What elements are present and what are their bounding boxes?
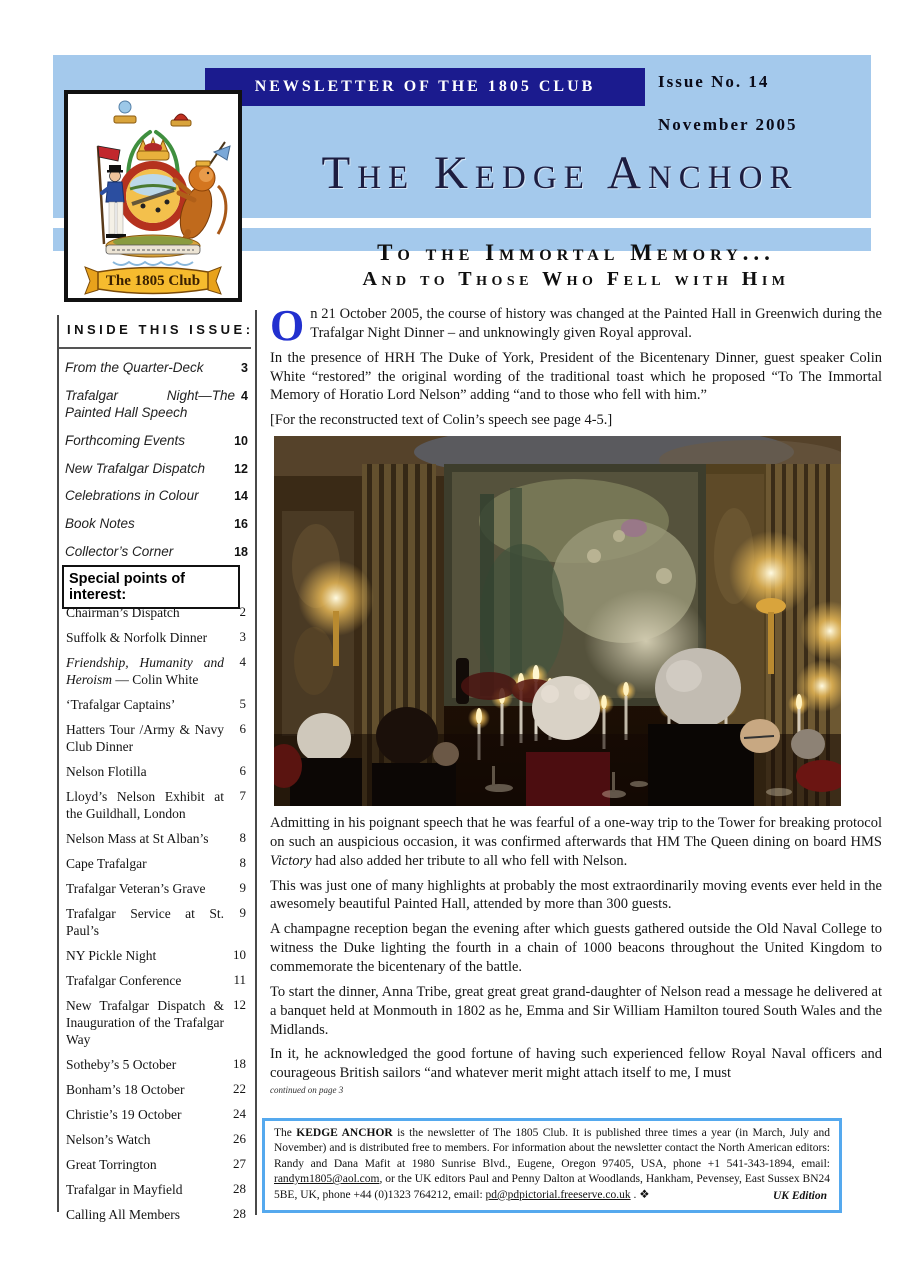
painted-hall-photo: [274, 436, 841, 806]
special-point-label: Trafalgar Service at St. Paul’s: [66, 906, 224, 938]
special-point-label: Christie’s 19 October: [66, 1107, 182, 1122]
special-point-page: 28: [233, 1206, 246, 1221]
special-point: [66, 972, 246, 989]
email-link-us[interactable]: randym1805@aol.com: [274, 1173, 380, 1186]
special-point-label: Bonham’s 18 October: [66, 1082, 185, 1097]
footer-info-box: [262, 1118, 842, 1213]
special-point-label: Sotheby’s 5 October: [66, 1057, 177, 1072]
special-point: [66, 830, 246, 847]
special-point-label: Great Torrington: [66, 1157, 157, 1172]
article-paragraph-4: [270, 814, 882, 871]
diner-white-hair-left: [297, 713, 351, 763]
article-note: [For the reconstructed text of Colin’s speech see page 4-5.]: [270, 412, 613, 429]
special-point-label: Suffolk & Norfolk Dinner: [66, 630, 208, 645]
crest-left-orb: [119, 101, 131, 113]
special-point: [66, 1181, 246, 1198]
toc-item-label: Trafalgar Night—The Painted Hall Speech: [65, 387, 236, 420]
special-points-heading: Special points of interest:: [62, 565, 240, 609]
sailor-shoe-left: [106, 234, 116, 238]
special-point-page: 5: [239, 696, 246, 711]
special-point-page: 12: [233, 997, 246, 1012]
sailor-jacket: [106, 182, 124, 202]
special-point-label: Lloyd’s Nelson Exhibit at the Guildhall, London: [66, 789, 224, 821]
special-point-label-italic: Friendship, Humanity and Heroism: [66, 655, 224, 687]
toc-item-page: 16: [234, 517, 248, 532]
red-flag: [98, 146, 120, 161]
toc-item-label: Forthcoming Events: [65, 432, 186, 448]
special-point-page: 3: [239, 629, 246, 644]
crest-image: [68, 94, 238, 298]
diner-dark-body: [372, 763, 456, 806]
lion-crown: [196, 161, 210, 166]
ship-name-victory: Victory: [270, 852, 312, 869]
special-point: [66, 696, 246, 713]
special-point-page: 8: [239, 855, 246, 870]
lion-face: [199, 168, 213, 182]
shield-mark-2: [156, 208, 161, 213]
article-column: [270, 240, 882, 1095]
toc-item-page: 4: [241, 388, 248, 403]
toc-list: [65, 360, 248, 572]
special-point-page: 27: [233, 1156, 246, 1171]
article-paragraph-1: [270, 301, 882, 350]
special-point: [66, 1206, 246, 1223]
mural-magenta-tint: [621, 519, 647, 537]
sconce-right-cup: [756, 598, 786, 614]
toc-heading: INSIDE THIS ISSUE:: [67, 322, 254, 337]
flag-pole: [98, 146, 104, 244]
special-point-page: 8: [239, 830, 246, 845]
lion-eye: [207, 172, 209, 174]
special-point: [66, 604, 246, 621]
crest-right-cap: [174, 114, 188, 120]
crest-left-crown: [114, 116, 136, 123]
special-point-page: 28: [233, 1181, 246, 1196]
special-point-page: 11: [233, 972, 246, 987]
toc-item-page: 18: [234, 545, 248, 560]
special-point-label: Calling All Members: [66, 1207, 180, 1222]
woman-hair-curl-1: [541, 685, 559, 703]
toc-rule: [59, 347, 251, 349]
special-point: [66, 788, 246, 822]
article-paragraph-5: This was just one of many highlights at probably the most extraordinarily moving events ever held in the awesomely beautiful Painted Hall, attended by more than 300 guests.: [270, 877, 882, 913]
footer-newsletter-name: KEDGE ANCHOR: [296, 1127, 393, 1139]
toc-item-label: New Trafalgar Dispatch: [65, 460, 206, 476]
special-point-page: 22: [233, 1081, 246, 1096]
diner-woman-white-hair: [532, 676, 600, 740]
toc-item-label: Collector’s Corner: [65, 544, 174, 560]
column-divider: [255, 310, 257, 1215]
toc-item: [65, 516, 248, 533]
water-waves: [113, 262, 193, 265]
special-point-page: 26: [233, 1131, 246, 1146]
mural-figure-dot-1: [587, 549, 601, 563]
crest-right-crown: [171, 120, 191, 126]
article-paragraph-8: In it, he acknowledged the good fortune of having such experienced fellow Royal Naval officers and courageous British sailors “and whatever merit might attach itself to me, I must: [270, 1046, 882, 1082]
issue-number: Issue No. 14: [658, 72, 770, 91]
special-point-label: Cape Trafalgar: [66, 856, 147, 871]
shield-crown-band: [137, 151, 169, 160]
diner-man-suit: [648, 724, 754, 806]
special-point: [66, 905, 246, 939]
sailor-leg-left: [109, 202, 115, 234]
special-point-page: 9: [239, 905, 246, 920]
diner-small-head: [433, 742, 459, 766]
footer-text-post: . ❖: [630, 1188, 650, 1201]
special-point-label: Trafalgar Conference: [66, 973, 182, 988]
toc-item: [65, 461, 248, 478]
special-point: [66, 947, 246, 964]
woman-hair-curl-2: [574, 684, 590, 700]
newsletter-banner: NEWSLETTER OF THE 1805 CLUB: [205, 68, 645, 106]
special-point-label: Trafalgar Veteran’s Grave: [66, 881, 206, 896]
diner-woman-red-jacket: [526, 752, 610, 806]
footer-text-pre: The: [274, 1127, 297, 1139]
left-relief-figure-2: [294, 627, 334, 695]
drop-cap: O: [270, 301, 305, 350]
special-point: [66, 721, 246, 755]
special-point: [66, 880, 246, 897]
special-point-page: 4: [239, 654, 246, 669]
diner-right-head: [791, 729, 825, 759]
toc-item-label: From the Quarter-Deck: [65, 360, 204, 375]
mural-column-2: [510, 488, 522, 696]
special-points-list: [66, 604, 246, 1231]
special-point: [66, 763, 246, 780]
special-point-label: New Trafalgar Dispatch & Inauguration of the Trafalgar Way: [66, 998, 224, 1047]
special-point-page: 24: [233, 1106, 246, 1121]
newsletter-title: The Kedge Anchor: [321, 147, 799, 199]
toc-item-page: 3: [241, 361, 248, 375]
paragraph-4-text-b: had also added her tribute to all who fell with Nelson.: [311, 852, 628, 869]
special-point-page: 18: [233, 1056, 246, 1071]
shield-mark-1: [141, 204, 146, 209]
sconce-right-stem: [768, 612, 774, 674]
uk-edition-label: UK Edition: [772, 1189, 827, 1202]
special-point-label: Chairman’s Dispatch: [66, 605, 180, 620]
special-point-label: Nelson’s Watch: [66, 1132, 151, 1147]
toc-item: [65, 433, 248, 450]
special-point: [66, 1056, 246, 1073]
special-point: [66, 654, 246, 688]
email-link-uk[interactable]: pd@pdpictorial.freeserve.co.uk: [485, 1188, 631, 1201]
sailor-hat-brim: [107, 170, 123, 173]
crest-banner-text: The 1805 Club: [105, 273, 201, 289]
special-point-label: Hatters Tour /Army & Navy Club Dinner: [66, 722, 224, 754]
special-point-label: Nelson Flotilla: [66, 764, 147, 779]
special-point: [66, 855, 246, 872]
article-paragraph-6: A champagne reception began the evening after which guests gathered outside the Old Naval College to witness the Duke lighting the fourth in a chain of 1000 beacons throughout the United Kingdom to commemorate the bicentenary of the battle.: [270, 921, 882, 975]
mural-figure-dot-2: [613, 530, 625, 542]
special-point: [66, 629, 246, 646]
sconce-left-stem: [333, 611, 339, 666]
special-point: [66, 1106, 246, 1123]
toc-item: [65, 360, 248, 377]
man-hair-highlight: [666, 660, 702, 692]
special-point-page: 2: [239, 604, 246, 619]
special-point-label: [66, 654, 224, 688]
special-point-page: 10: [233, 947, 246, 962]
toc-item: [65, 544, 248, 561]
special-point-label: ‘Trafalgar Captains’: [66, 697, 176, 712]
sidebar-left-rule: [57, 315, 59, 1212]
toc-item-label: Book Notes: [65, 516, 135, 532]
banner-curl-right: [208, 267, 221, 294]
footer-text-mid1: is the newsletter of The 1805 Club. It is published three times a year (in March, July and November) and is distributed free to members. For information about the newsletter contact the North American editors: Randy and Dana Mafit at 1980 Sunrise Blvd., Eugene, Oregon 97405, USA, phone +1 541-343-1894, email:: [274, 1127, 830, 1170]
article-headline-line2: And to Those Who Fell with Him: [362, 268, 790, 290]
special-point-page: 6: [239, 721, 246, 736]
article-paragraph-2: In the presence of HRH The Duke of York, President of the Bicentenary Dinner, guest speaker Colin White “restored” the original wording of the traditional toast which he proposed “To The Immortal Memory of Horatio Lord Nelson” adding “and to those who fell with him.”: [270, 349, 882, 404]
sailor-leg-right: [117, 202, 123, 234]
article-headline-line1: To the Immortal Memory...: [377, 240, 775, 265]
paragraph-4-text-a: Admitting in his poignant speech that he was fearful of a one-way trip to the Tower for breaking protocol on such an auspicious occasion, it was confirmed afterwards that HM The Queen dining on board HMS: [270, 815, 882, 850]
footer-text-mid2: , or the UK editors Paul and Penny Dalton at Woodlands, Hankham, Pevensey, East Sussex BN24 5BE, UK, phone +44 (0)1323 764212, email:: [274, 1173, 830, 1201]
special-point-label: NY Pickle Night: [66, 948, 157, 963]
special-point: [66, 1081, 246, 1098]
toc-item: [65, 388, 248, 422]
special-point-label: Nelson Mass at St Alban’s: [66, 831, 209, 846]
toc-item-page: 14: [234, 489, 248, 504]
toc-item: [65, 488, 248, 505]
special-point: [66, 1156, 246, 1173]
special-point-page: 9: [239, 880, 246, 895]
diner-man-grey-hair: [655, 648, 741, 728]
paragraph-1-text: n 21 October 2005, the course of history was changed at the Painted Hall in Greenwich during the Trafalgar Night Dinner – and unknowingly given Royal approval.: [310, 306, 882, 341]
shield-mark-3: [165, 200, 170, 205]
mural-column-1: [480, 494, 494, 696]
mural-figure-dot-3: [656, 568, 672, 584]
article-paragraph-7: To start the dinner, Anna Tribe, great great great grand-daughter of Nelson read a message he delivered at a banquet held at Monmouth in 1802 as he, Emma and Sir William Hamilton toured South Wales and the Midlands.: [270, 983, 882, 1038]
toc-item-page: 12: [234, 461, 248, 476]
diner-dark-head: [376, 707, 438, 765]
lion-tail: [218, 186, 226, 234]
special-point: [66, 1131, 246, 1148]
toc-item-label: Celebrations in Colour: [65, 488, 199, 504]
issue-date: November 2005: [658, 115, 798, 134]
continued-note: continued on page 3: [270, 1085, 344, 1096]
toc-item-page: 10: [234, 433, 248, 448]
special-point-label-rest: — Colin White: [112, 672, 199, 687]
painted-hall-photo-image: [274, 436, 841, 806]
club-crest: [64, 90, 242, 302]
special-point: [66, 997, 246, 1048]
special-point-page: 7: [239, 788, 246, 803]
special-point-page: 6: [239, 763, 246, 778]
special-point-label: Trafalgar in Mayfield: [66, 1182, 183, 1197]
banner-curl-left: [85, 267, 98, 294]
